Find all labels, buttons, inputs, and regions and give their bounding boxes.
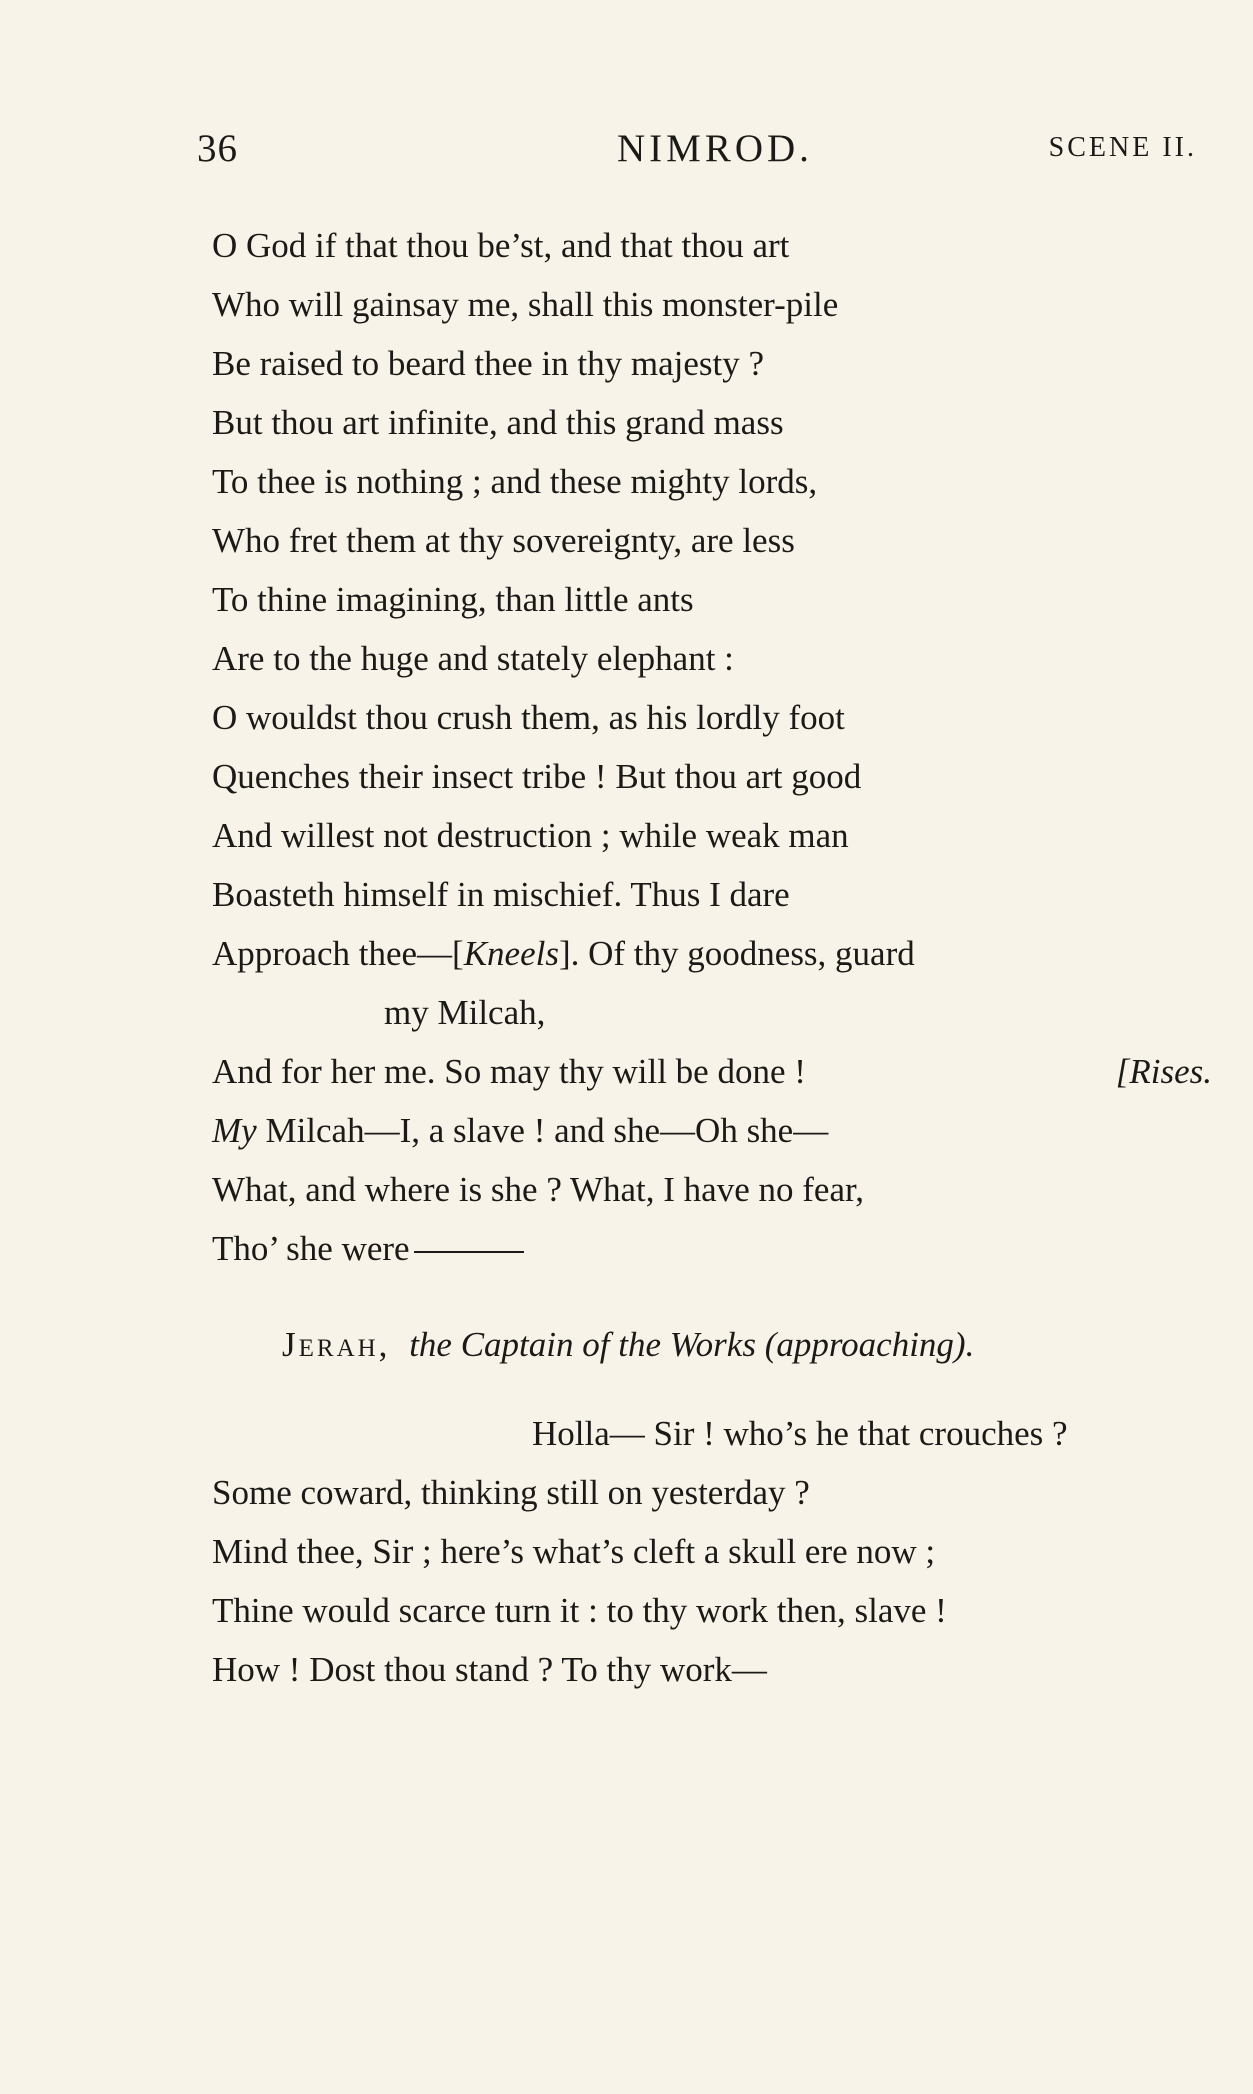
verse-line: Be raised to beard thee in thy majesty ?: [212, 344, 765, 383]
verse-line: To thine imagining, than little ants: [212, 580, 694, 619]
verse-line-continuation: my Milcah,: [384, 993, 546, 1032]
verse-line-kneels: [212, 924, 1222, 983]
milcah-text: Milcah—I, a slave ! and she—Oh she—: [256, 1111, 829, 1150]
verse-line: Who fret them at thy sovereignty, are less: [212, 521, 795, 560]
speaker-name: Jerah,: [282, 1325, 391, 1364]
verse-line-milcah: [212, 1101, 1222, 1160]
em-dash-rule: [414, 1251, 524, 1253]
verse-line: Thine would scarce turn it : to thy work then, slave !: [212, 1591, 947, 1630]
verse-line: Quenches their insect tribe ! But thou art good: [212, 757, 862, 796]
verse-line: What, and where is she ? What, I have no fear,: [212, 1170, 864, 1209]
running-title: NIMROD.: [617, 127, 813, 170]
verse-line: Who will gainsay me, shall this monster-pile: [212, 285, 839, 324]
verse-block-jerah: [212, 1404, 1222, 1699]
verse-line-rises: [212, 1042, 1222, 1101]
verse-line: And willest not destruction ; while weak man: [212, 816, 849, 855]
kneel-text-after: ]. Of thy goodness, guard: [558, 934, 915, 973]
verse-line: Are to the huge and stately elephant :: [212, 639, 734, 678]
verse-line: Boasteth himself in mischief. Thus I dare: [212, 875, 790, 914]
verse-line-broken: [212, 1219, 1222, 1278]
verse-line: O wouldst thou crush them, as his lordly foot: [212, 698, 845, 737]
stage-direction-rises: [Rises.: [1115, 1052, 1212, 1091]
verse-line: O God if that thou be’st, and that thou art: [212, 226, 790, 265]
running-header: [197, 126, 1197, 186]
verse-line: To thee is nothing ; and these mighty lords,: [212, 462, 818, 501]
verse-line: How ! Dost thou stand ? To thy work—: [212, 1650, 767, 1689]
speaker-heading: [282, 1325, 974, 1365]
verse-block: [212, 216, 1222, 1278]
scene-label: SCENE II.: [1048, 132, 1197, 163]
verse-line: Some coward, thinking still on yesterday ?: [212, 1473, 810, 1512]
stage-direction-kneels: Kneels: [463, 934, 559, 973]
page-number: 36: [197, 127, 238, 170]
emphasis-my: My: [212, 1111, 257, 1150]
kneel-text-before: Approach thee—[: [212, 934, 464, 973]
rise-text: And for her me. So may thy will be done !: [212, 1052, 806, 1091]
verse-line: Mind thee, Sir ; here’s what’s cleft a skull ere now ;: [212, 1532, 936, 1571]
tho-text: Tho’ she were: [212, 1229, 410, 1268]
speaker-description: the Captain of the Works (approaching).: [409, 1325, 975, 1364]
verse-line: But thou art infinite, and this grand mass: [212, 403, 784, 442]
verse-line-first: Holla— Sir ! who’s he that crouches ?: [532, 1414, 1068, 1453]
